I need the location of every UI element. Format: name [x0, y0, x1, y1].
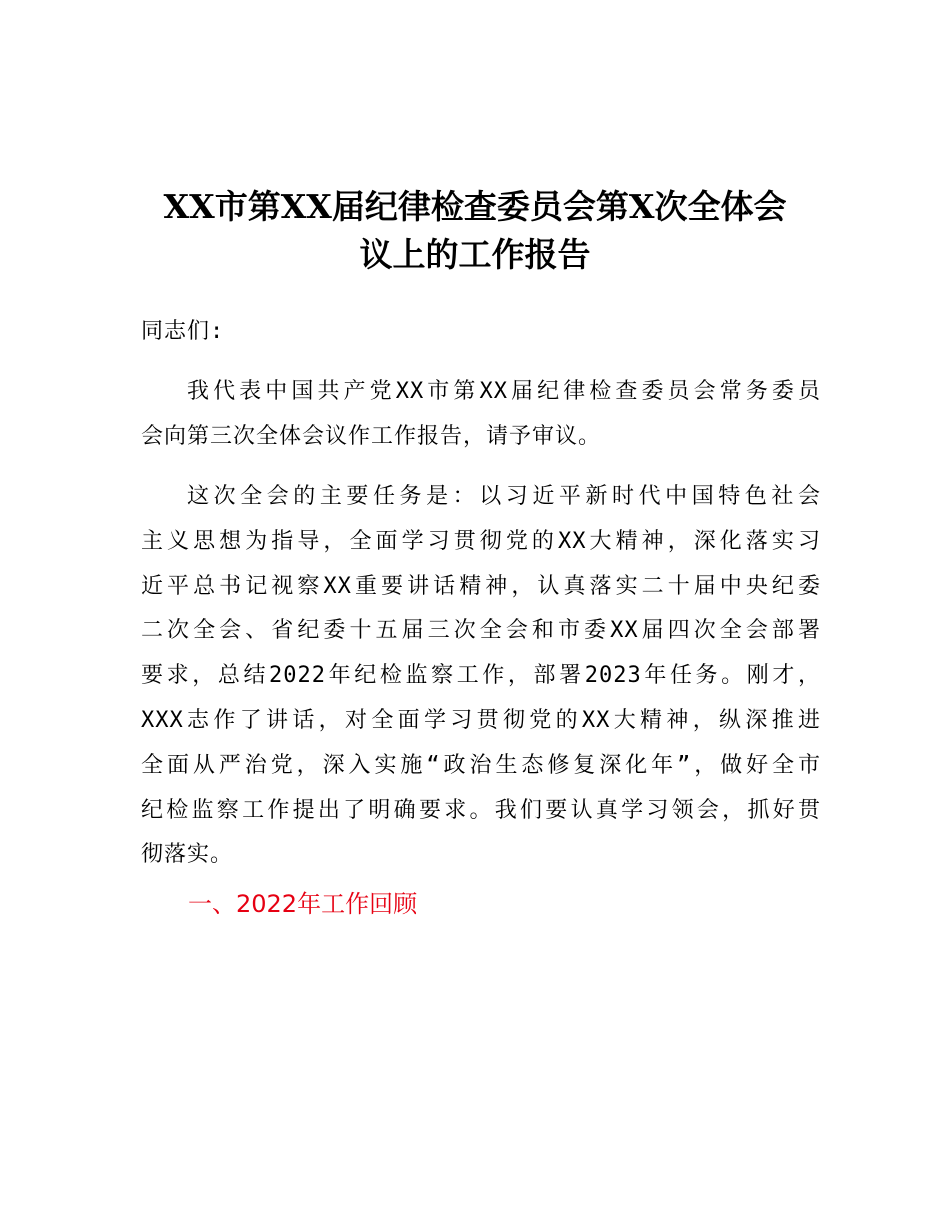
paragraph-2-line: 主义思想为指导，全面学习贯彻党的XX大精神，深化落实习	[141, 528, 821, 554]
title-line-2: 议上的工作报告	[359, 235, 591, 274]
section-heading: 一、2022年工作回顾	[188, 890, 418, 918]
paragraph-2-line: 要求，总结2022年纪检监察工作，部署2023年任务。刚才，	[141, 663, 821, 689]
paragraph-1-line: 我代表中国共产党XX市第XX届纪律检查委员会常务委员	[187, 379, 821, 404]
paragraph-2-line: XXX志作了讲话，对全面学习贯彻党的XX大精神，纵深推进	[141, 707, 821, 733]
greeting-text: 同志们:	[141, 319, 225, 344]
paragraph-2-line: 全面从严治党，深入实施“政治生态修复深化年”，做好全市	[141, 752, 821, 778]
paragraph-2	[141, 475, 821, 878]
paragraph-2-line: 这次全会的主要任务是：以习近平新时代中国特色社会	[187, 484, 821, 509]
paragraph-2-line: 二次全会、省纪委十五届三次全会和市委XX届四次全会部署	[141, 618, 821, 644]
paragraph-1	[141, 370, 821, 460]
paragraph-2-line: 彻落实。	[141, 842, 234, 868]
paragraph-2-line: 近平总书记视察XX重要讲话精神，认真落实二十届中央纪委	[141, 573, 821, 599]
title-line-1: XX市第XX届纪律检查委员会第X次全体会	[163, 187, 787, 226]
greeting	[141, 310, 821, 355]
paragraph-2-line: 纪检监察工作提出了明确要求。我们要认真学习领会，抓好贯	[141, 797, 821, 823]
paragraph-1-line: 会向第三次全体会议作工作报告，请予审议。	[141, 423, 602, 449]
document-title	[130, 183, 820, 279]
